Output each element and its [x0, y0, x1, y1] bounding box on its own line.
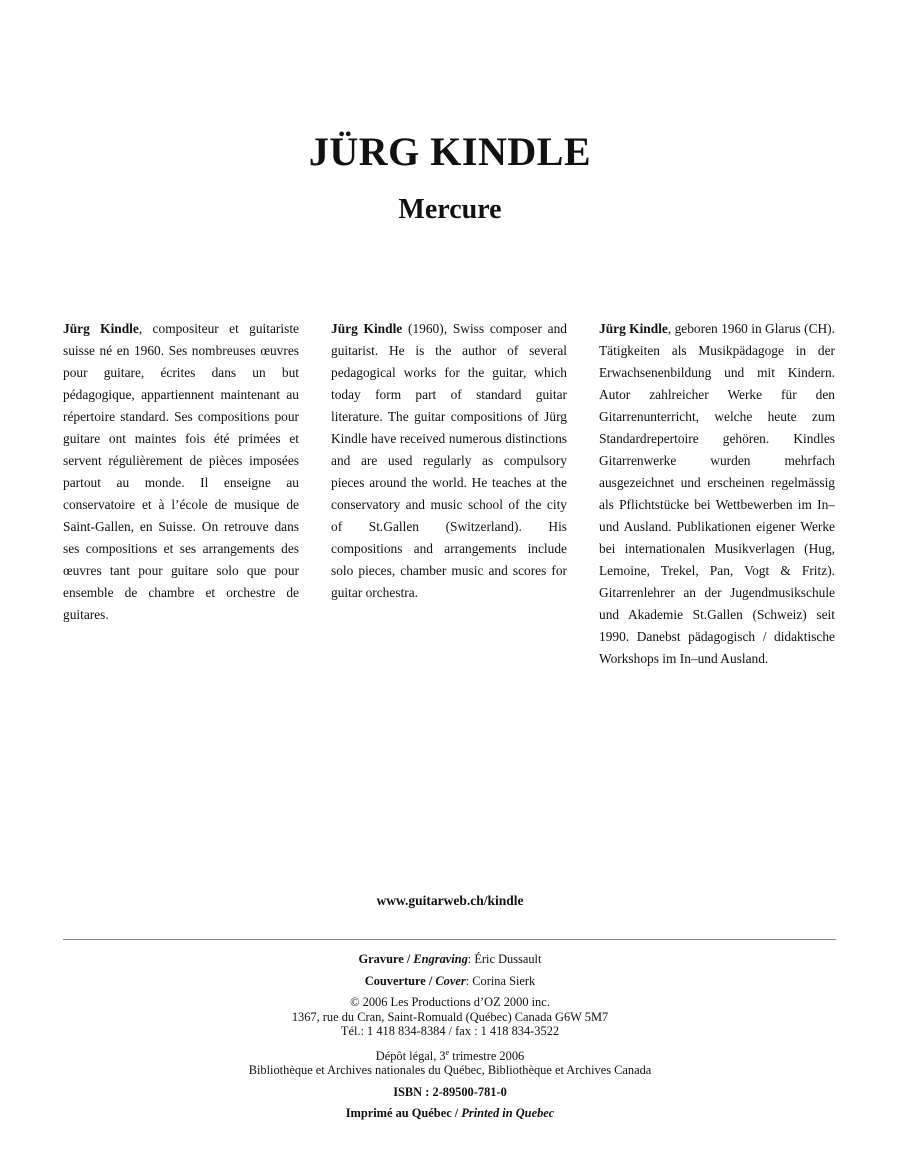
cover-label-fr: Couverture /	[364, 973, 436, 988]
copyright-line: © 2006 Les Productions d’OZ 2000 inc.	[350, 995, 550, 1009]
credit-engraving	[0, 952, 900, 967]
bio-german-text: , geboren 1960 in Glarus (CH). Tätigkeiten als Musikpädagoge in der Erwachsenenbildung und mit Kindern. Autor zahlreicher Werke für den Gitarrenunterricht, welche heute zum Standardrepertoire gehören. Kindles Gitarrenwerke wurden mehrfach ausgezeichnet und erscheinen regelmässig als Pflichtstücke bei Wettbewerben im In–und Ausland. Publikationen eigener Werke bei internationalen Musikverlagen (Hug, Lemoine, Trekel, Pan, Vogt & Fritz). Gitarrenlehrer an der Jugendmusikschule und Akademie St.Gallen (Schweiz) seit 1990. Danebst pädagogisch / didaktische Workshops im In–und Ausland.	[599, 321, 835, 666]
legal-deposit-pre: Dépôt légal, 3	[375, 1048, 446, 1063]
libraries-line: Bibliothèque et Archives nationales du Québec, Bibliothèque et Archives Canada	[248, 1063, 652, 1078]
bio-french-name: Jürg Kindle	[63, 321, 139, 336]
bio-english-text: (1960), Swiss composer and guitarist. He is the author of several pedagogical works for the guitar, which today form part of standard guitar literature. The guitar compositions of Jürg Kindle have received numerous distinctions and are used regularly as compulsory pieces around the world. He teaches at the conservatory and music school of the city of St.Gallen (Switzerland). His compositions and arrangements include solo pieces, chamber music and scores for guitar orchestra.	[331, 321, 568, 600]
cover-value: : Corina Sierk	[465, 973, 536, 988]
divider	[63, 939, 836, 940]
bio-german	[599, 318, 835, 670]
bio-english	[331, 318, 567, 604]
website-url: www.guitarweb.ch/kindle	[376, 893, 524, 908]
printed-in	[0, 1106, 900, 1121]
engraving-label-en: Engraving	[413, 952, 468, 966]
work-title: Mercure	[398, 194, 502, 225]
bio-french	[63, 318, 299, 626]
publisher-address: 1367, rue du Cran, Saint-Romuald (Québec) Canada G6W 5M7	[291, 1009, 609, 1024]
engraving-label-fr: Gravure /	[358, 952, 414, 966]
printed-label-en: Printed in Quebec	[461, 1106, 555, 1121]
legal-deposit-post: trimestre 2006	[449, 1048, 525, 1063]
credits-block	[0, 952, 900, 1121]
bio-german-name: Jürg Kindle	[599, 321, 668, 336]
bio-french-text: , compositeur et guitariste suisse né en 1960. Ses nombreuses œuvres pour guitare, écrites dans un but pédagogique, appartiennent maintenant au répertoire standard. Ses compositions pour guitare ont maintes fois été primées et servent régulièrement de pièces imposées partout au monde. Il enseigne au conservatoire et à l’école de musique de Saint-Gallen, en Suisse. On retrouve dans ses compositions et ses arrangements des œuvres tant pour guitare solo que pour ensemble de chambre et orchestre de guitares.	[63, 321, 299, 622]
printed-label-fr: Imprimé au Québec /	[345, 1106, 462, 1121]
isbn: ISBN : 2-89500-781-0	[393, 1084, 507, 1099]
legal-deposit-sup: e	[445, 1047, 450, 1057]
credit-cover	[0, 974, 900, 989]
cover-label-en: Cover	[435, 973, 466, 988]
composer-title: JÜRG KINDLE	[308, 129, 592, 174]
engraving-value: : Éric Dussault	[467, 952, 542, 966]
bio-english-name: Jürg Kindle	[331, 321, 403, 336]
publisher-phone: Tél.: 1 418 834-8384 / fax : 1 418 834-3522	[340, 1024, 560, 1038]
legal-deposit	[0, 1046, 900, 1064]
